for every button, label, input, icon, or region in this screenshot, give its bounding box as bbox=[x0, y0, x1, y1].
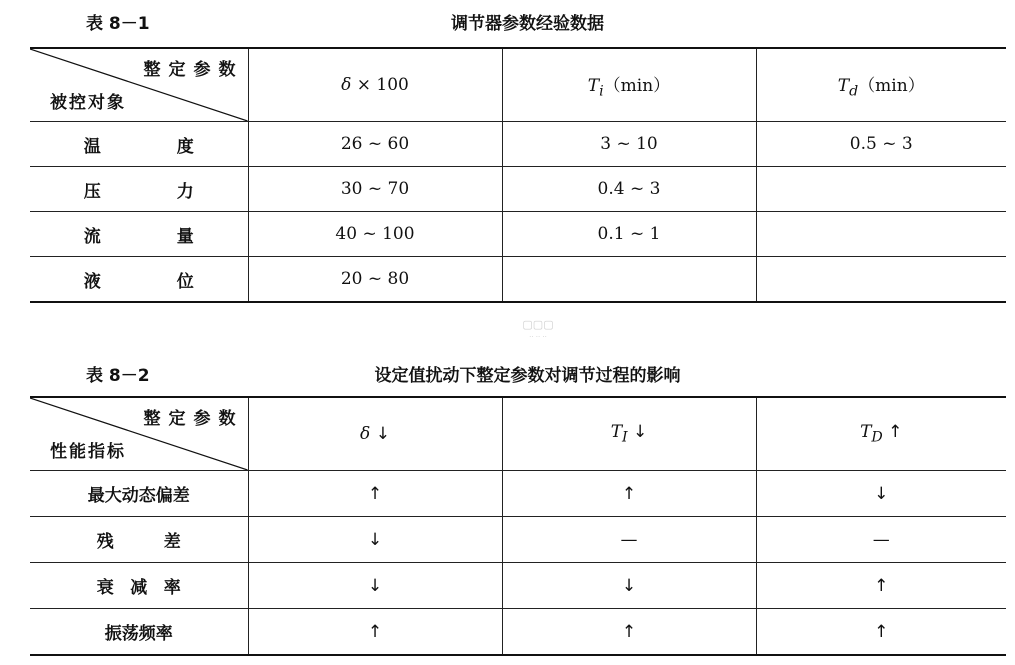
row-label: 压力 bbox=[30, 167, 248, 212]
table2-corner-bottom: 性能指标 bbox=[50, 442, 126, 462]
table2-col-ti: $T_I$ ↓ bbox=[502, 397, 756, 471]
arrow-cell: ↓ bbox=[248, 563, 502, 609]
table2 bbox=[30, 396, 1006, 656]
table2-title: 设定值扰动下整定参数对调节过程的影响 bbox=[374, 366, 681, 386]
table-cell: 26 ~ 60 bbox=[248, 122, 502, 167]
arrow-cell: ↑ bbox=[756, 563, 1006, 609]
table-cell bbox=[502, 257, 756, 303]
table2-number: 表 8－2 bbox=[86, 366, 150, 386]
table-cell: 30 ~ 70 bbox=[248, 167, 502, 212]
row-label: 温度 bbox=[30, 122, 248, 167]
table2-corner-top: 整定参数 bbox=[143, 409, 244, 429]
table1-corner-cell bbox=[30, 48, 248, 122]
arrow-cell: ↑ bbox=[248, 609, 502, 656]
row-label: 残差 bbox=[30, 517, 248, 563]
table-cell: 0.4 ~ 3 bbox=[502, 167, 756, 212]
table-row bbox=[30, 212, 1006, 257]
table-cell: 20 ~ 80 bbox=[248, 257, 502, 303]
table-cell bbox=[756, 257, 1006, 303]
table2-corner-cell bbox=[30, 397, 248, 471]
arrow-up-icon: ↑ bbox=[888, 422, 903, 443]
table1-col-td: $T_d(\min)$ bbox=[756, 48, 1006, 122]
table-row bbox=[30, 517, 1006, 563]
table-cell: 3 ~ 10 bbox=[502, 122, 756, 167]
arrow-cell: ↓ bbox=[502, 563, 756, 609]
table2-header-row bbox=[30, 397, 1006, 471]
row-label: 液位 bbox=[30, 257, 248, 303]
table-row bbox=[30, 122, 1006, 167]
arrow-down-icon: ↓ bbox=[633, 422, 648, 443]
table1-corner-bottom: 被控对象 bbox=[50, 93, 126, 113]
table-row bbox=[30, 471, 1006, 517]
table-cell bbox=[756, 167, 1006, 212]
arrow-cell: — bbox=[756, 517, 1006, 563]
arrow-cell: ↑ bbox=[756, 609, 1006, 656]
table2-caption bbox=[0, 362, 1015, 390]
watermark-logo: ▢▢▢ ·· ·· ·· bbox=[522, 318, 554, 341]
table-row bbox=[30, 563, 1006, 609]
row-label: 振荡频率 bbox=[30, 609, 248, 656]
row-label: 最大动态偏差 bbox=[30, 471, 248, 517]
table1 bbox=[30, 47, 1006, 303]
table-cell bbox=[756, 212, 1006, 257]
table2-col-td: $T_D$ ↑ bbox=[756, 397, 1006, 471]
table1-header-row bbox=[30, 48, 1006, 122]
table1-col-ti: $T_i(\min)$ bbox=[502, 48, 756, 122]
table1-col-delta: δ × 100 bbox=[248, 48, 502, 122]
arrow-down-icon: ↓ bbox=[375, 424, 390, 444]
row-label: 衰减率 bbox=[30, 563, 248, 609]
table1-title: 调节器参数经验数据 bbox=[451, 14, 604, 34]
arrow-cell: ↑ bbox=[502, 471, 756, 517]
row-label: 流量 bbox=[30, 212, 248, 257]
table1-caption bbox=[0, 10, 1015, 38]
table1-number: 表 8－1 bbox=[86, 14, 150, 34]
table-cell: 0.5 ~ 3 bbox=[756, 122, 1006, 167]
arrow-cell: ↓ bbox=[756, 471, 1006, 517]
table2-col-delta: δ ↓ bbox=[248, 397, 502, 471]
table-cell: 0.1 ~ 1 bbox=[502, 212, 756, 257]
table-row bbox=[30, 609, 1006, 656]
arrow-cell: ↑ bbox=[502, 609, 756, 656]
table-row bbox=[30, 257, 1006, 303]
arrow-cell: — bbox=[502, 517, 756, 563]
arrow-cell: ↑ bbox=[248, 471, 502, 517]
arrow-cell: ↓ bbox=[248, 517, 502, 563]
table-cell: 40 ~ 100 bbox=[248, 212, 502, 257]
table-row bbox=[30, 167, 1006, 212]
table1-corner-top: 整定参数 bbox=[143, 60, 244, 80]
